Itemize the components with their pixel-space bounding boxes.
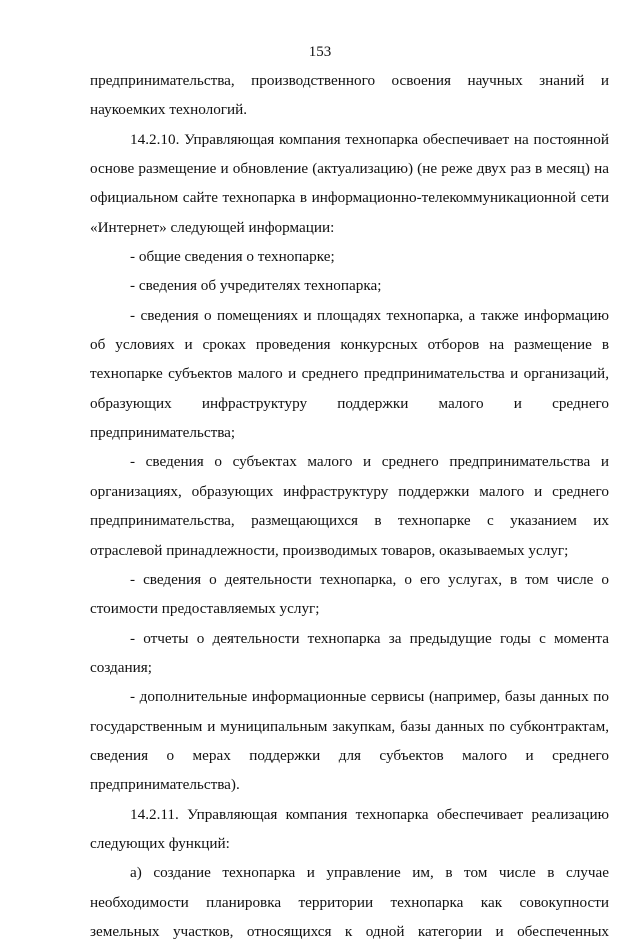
list-item-premises: - сведения о помещениях и площадях технопарка, а также информацию об условиях и сроках проведения конкурсных отборов на размещение в технопарке субъектов малого и среднего предпринимательства и организаций, образующих инфраструктуру поддержки малого и среднего предпринимательства;	[90, 306, 609, 442]
list-item-founders: - сведения об учредителях технопарка;	[130, 277, 382, 295]
list-item-a: а) создание технопарка и управление им, в том числе в случае необходимости планировка территории технопарка как совокупности земельных участков, относящихся к одной категории и обеспеченных	[90, 864, 609, 940]
paragraph-14-2-10: 14.2.10. Управляющая компания технопарка обеспечивает на постоянной основе размещение и обновление (актуализацию) (не реже двух раз в месяц) на официальном сайте технопарка в информационно-телекоммуникационной сети «Интернет» следующей информации:	[90, 130, 609, 236]
list-item-services: - дополнительные информационные сервисы (например, базы данных по государственным и муниципальным закупкам, базы данных по субконтрактам, сведения о мерах поддержки для субъектов малого и среднего предпринимательства).	[90, 688, 609, 794]
list-item-sme-residents: - сведения о субъектах малого и среднего предпринимательства и организациях, образующих инфраструктуру поддержки малого и среднего предпринимательства, размещающихся в технопарке с указанием их отраслевой принадлежности, производимых товаров, оказываемых услуг;	[90, 453, 609, 559]
list-item-reports: - отчеты о деятельности технопарка за предыдущие годы с момента создания;	[90, 629, 609, 676]
page-number: 153	[308, 44, 332, 60]
paragraph-continuation: предпринимательства, производственного освоения научных знаний и наукоемких технологий.	[90, 72, 609, 119]
body-text	[90, 66, 609, 946]
paragraph-14-2-11: 14.2.11. Управляющая компания технопарка обеспечивает реализацию следующих функций:	[90, 805, 609, 852]
list-item-general-info: - общие сведения о технопарке;	[130, 248, 335, 266]
list-item-activity: - сведения о деятельности технопарка, о его услугах, в том числе о стоимости предоставляемых услуг;	[90, 570, 609, 618]
